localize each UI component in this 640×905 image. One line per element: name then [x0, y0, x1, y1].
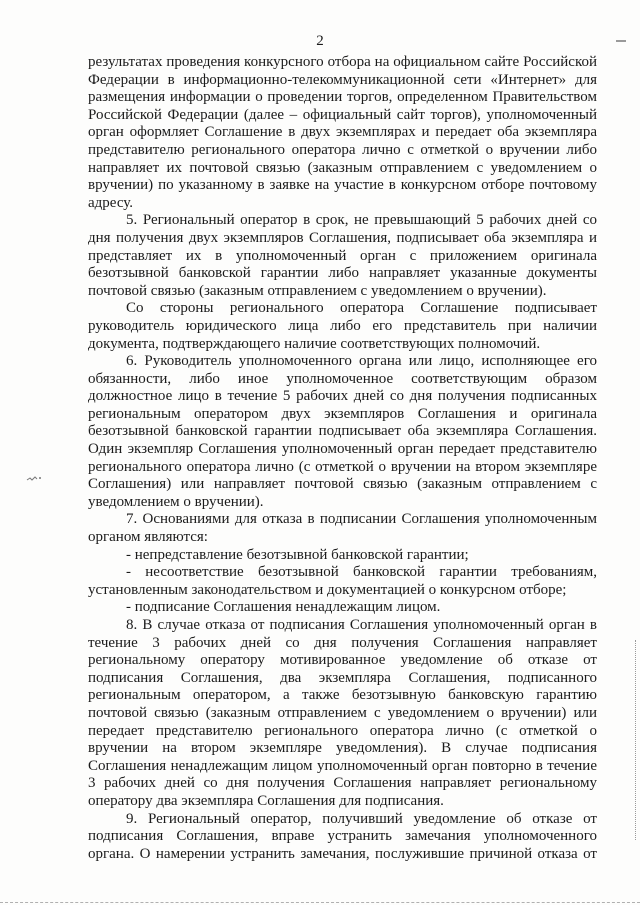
document-body — [88, 54, 597, 863]
scan-bottom-artifact — [0, 899, 640, 903]
list-item-guarantee-missing: - непредставление безотзывной банковской гарантии; — [126, 546, 469, 563]
list-item-guarantee-noncompliant: - несоответствие безотзывной банковской гарантии требованиям, установленным законодательством и документацией о конкурсном отборе; — [88, 564, 597, 598]
paragraph-signatory: Со стороны регионального оператора Соглашение подписывает руководитель юридического лица либо его представитель при наличии документа, подтверждающего наличие соответствующих полномочий. — [88, 300, 597, 352]
paragraph-item-9: 9. Региональный оператор, получивший уведомление об отказе от подписания Соглашения, вправе устранить замечания уполномоченного органа. О намерении устранить замечания, послужившие причиной отказа от — [88, 810, 597, 862]
scan-edge-artifact — [632, 640, 636, 840]
paragraph-item-5: 5. Региональный оператор в срок, не превышающий 5 рабочих дней со дня получения двух экземпляров Соглашения, подписывает оба экземпляра и представляет их в уполномоченный орган с приложением оригинала безотзывной банковской гарантии либо направляет указанные документы почтовой связью (заказным отправлением с уведомлением о вручении). — [88, 212, 597, 299]
paragraph-item-6: 6. Руководитель уполномоченного органа или лицо, исполняющее его обязанности, либо иное уполномоченное соответствующим образом должностное лицо в течение 5 рабочих дней со дня получения подписанных региональным оператором двух экземпляров Соглашения и оригинала безотзывной банковской гарантии подписывает оба экземпляра Соглашения. Один экземпляр Соглашения уполномоченный орган передает представителю регионального оператора лично (с отметкой о вручении на втором экземпляре Соглашения) или направляет почтовой связью (заказным отправлением с уведомлением о вручении). — [88, 353, 597, 510]
page-number: 2 — [316, 33, 324, 49]
paragraph-item-7: 7. Основаниями для отказа в подписании Соглашения уполномоченным органом являются: — [88, 511, 597, 546]
margin-scribble — [26, 474, 44, 484]
paragraph-continuation: результатах проведения конкурсного отбора на официальном сайте Российской Федерации в информационно-телекоммуникационной сети «Интернет» для размещения информации о проведении торгов, определенном Правительством Российской Федерации (далее – официальный сайт торгов), уполномоченный орган оформляет Соглашение в двух экземплярах и передает оба экземпляра представителю регионального оператора лично с отметкой о вручении либо направляет их почтовой связью (заказным отправлением с уведомлением о вручении) по указанному в заявке на участие в конкурсном отборе почтовому адресу. — [88, 54, 597, 211]
list-item-improper-signatory: - подписание Соглашения ненадлежащим лицом. — [126, 599, 441, 616]
paragraph-item-8: 8. В случае отказа от подписания Соглашения уполномоченный орган в течение 3 рабочих дней со дня получения Соглашения направляет региональному оператору мотивированное уведомление об отказе от подписания Соглашения, два экземпляра Соглашения, подписанного региональным оператором, а также безотзывную банковскую гарантию почтовой связью (заказным отправлением с уведомлением о вручении) или передает представителю регионального оператора лично (с отметкой о вручении на втором экземпляре уведомления). В случае подписания Соглашения ненадлежащим лицом уполномоченный орган повторно в течение 3 рабочих дней со дня получения Соглашения направляет региональному оператору два экземпляра Соглашения для подписания. — [88, 617, 597, 809]
